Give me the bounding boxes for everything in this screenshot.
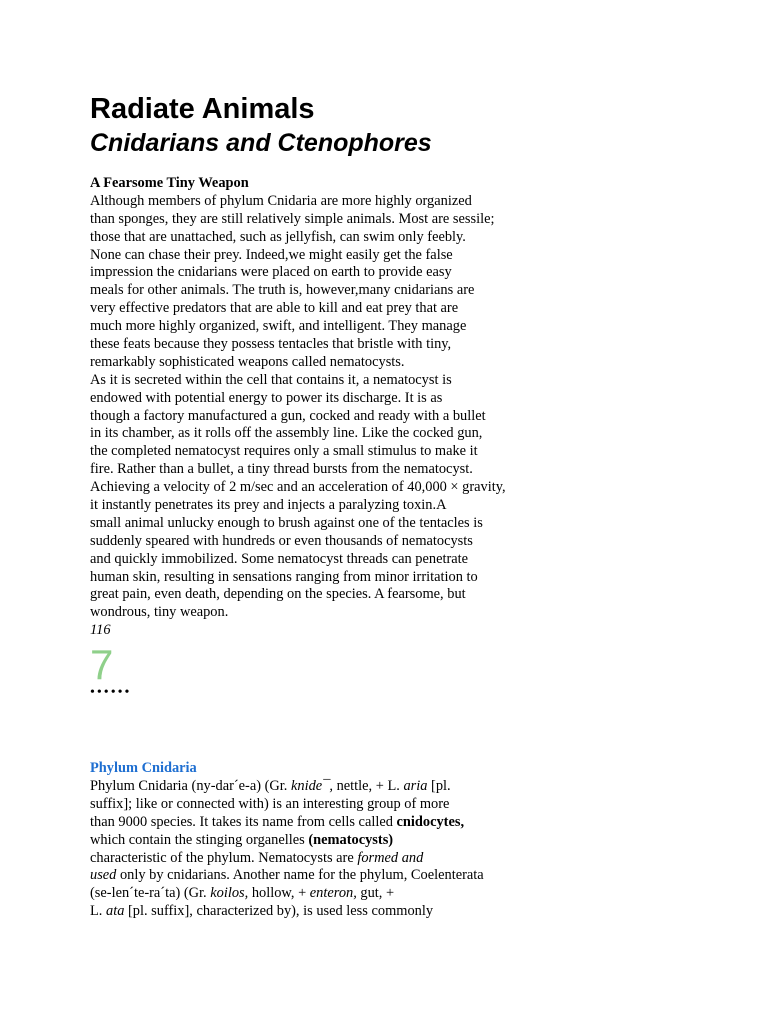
chapter-number: 7: [90, 641, 114, 688]
paragraph-line: remarkably sophisticated weapons called nematocysts.: [90, 353, 405, 370]
paragraph-line: Although members of phylum Cnidaria are more highly organized: [90, 192, 472, 209]
paragraph-line: [90, 903, 484, 921]
section-fearsome-weapon: [90, 175, 506, 640]
section-phylum-cnidaria: [90, 778, 484, 921]
paragraph-line: human skin, resulting in sensations ranging from minor irritation to: [90, 568, 478, 585]
paragraph-line: [90, 867, 484, 885]
text-run: gut, +: [356, 885, 395, 902]
section-heading-phylum-cnidaria: Phylum Cnidaria: [90, 760, 197, 776]
text-run: [pl. suffix], characterized by), is used less commonly: [124, 903, 434, 920]
text-run: knide¯,: [291, 778, 333, 794]
section-heading: A Fearsome Tiny Weapon: [90, 175, 249, 191]
text-run: cnidocytes,: [396, 813, 465, 830]
page-title: Radiate Animals: [90, 93, 315, 125]
text-run: L.: [90, 903, 106, 920]
text-run: characteristic of the phylum. Nematocysts are: [90, 849, 358, 866]
text-run: koilos,: [210, 885, 249, 902]
paragraph-line: [90, 850, 484, 868]
paragraph-line: the completed nematocyst requires only a small stimulus to make it: [90, 443, 478, 460]
text-run: (nematocysts): [308, 831, 394, 848]
paragraph-line: As it is secreted within the cell that contains it, a nematocyst is: [90, 371, 452, 388]
paragraph-line: [90, 885, 484, 903]
page-number: 116: [90, 622, 111, 639]
text-run: Phylum Cnidaria (ny-dar´e-a) (Gr.: [90, 778, 292, 794]
text-run: formed and: [357, 849, 424, 866]
paragraph-line: endowed with potential energy to power its discharge. It is as: [90, 389, 443, 406]
paragraph-line: [90, 832, 484, 850]
paragraph-line: Achieving a velocity of 2 m/sec and an acceleration of 40,000 × gravity,: [90, 479, 506, 496]
paragraph-line: None can chase their prey. Indeed,we might easily get the false: [90, 246, 453, 263]
text-run: [pl.: [427, 778, 451, 794]
text-run: which contain the stinging organelles: [90, 831, 309, 848]
paragraph-line: and quickly immobilized. Some nematocyst threads can penetrate: [90, 550, 469, 567]
paragraph-line: impression the cnidarians were placed on earth to provide easy: [90, 264, 452, 281]
paragraph-line: wondrous, tiny weapon.: [90, 604, 229, 621]
paragraph-line: these feats because they possess tentacles that bristle with tiny,: [90, 336, 452, 353]
paragraph-line: great pain, even death, depending on the species. A fearsome, but: [90, 586, 466, 603]
chapter-dots: ••••••: [90, 685, 132, 700]
paragraph-line: suffix]; like or connected with) is an interesting group of more: [90, 795, 450, 812]
paragraph-line: in its chamber, as it rolls off the assembly line. Like the cocked gun,: [90, 425, 483, 442]
text-run: aria: [403, 778, 428, 794]
paragraph-line: than sponges, they are still relatively simple animals. Most are sessile;: [90, 210, 495, 227]
text-run: than 9000 species. It takes its name from cells called: [90, 813, 397, 830]
text-run: used: [90, 867, 117, 884]
paragraph-line: suddenly speared with hundreds or even thousands of nematocysts: [90, 532, 473, 549]
paragraph-line: it instantly penetrates its prey and injects a paralyzing toxin.A: [90, 497, 447, 514]
paragraph-line: [90, 814, 484, 832]
paragraph-line: very effective predators that are able to kill and eat prey that are: [90, 300, 459, 317]
paragraph-line: much more highly organized, swift, and intelligent. They manage: [90, 318, 467, 335]
paragraph-line: [90, 778, 484, 796]
text-run: nettle, + L.: [332, 778, 404, 794]
text-run: ata: [106, 903, 125, 920]
paragraph-line: small animal unlucky enough to brush against one of the tentacles is: [90, 514, 483, 531]
text-run: hollow, +: [248, 885, 310, 902]
text-run: (se-len´te-ra´ta) (Gr.: [90, 885, 211, 902]
paragraph-line: those that are unattached, such as jellyfish, can swim only feebly.: [90, 228, 466, 245]
text-run: enteron,: [309, 885, 357, 902]
text-run: only by cnidarians. Another name for the phylum, Coelenterata: [116, 867, 484, 884]
paragraph-line: though a factory manufactured a gun, cocked and ready with a bullet: [90, 407, 486, 424]
paragraph-line: fire. Rather than a bullet, a tiny thread bursts from the nematocyst.: [90, 461, 473, 478]
page-subtitle: Cnidarians and Ctenophores: [90, 129, 432, 157]
paragraph-line: meals for other animals. The truth is, however,many cnidarians are: [90, 282, 475, 299]
